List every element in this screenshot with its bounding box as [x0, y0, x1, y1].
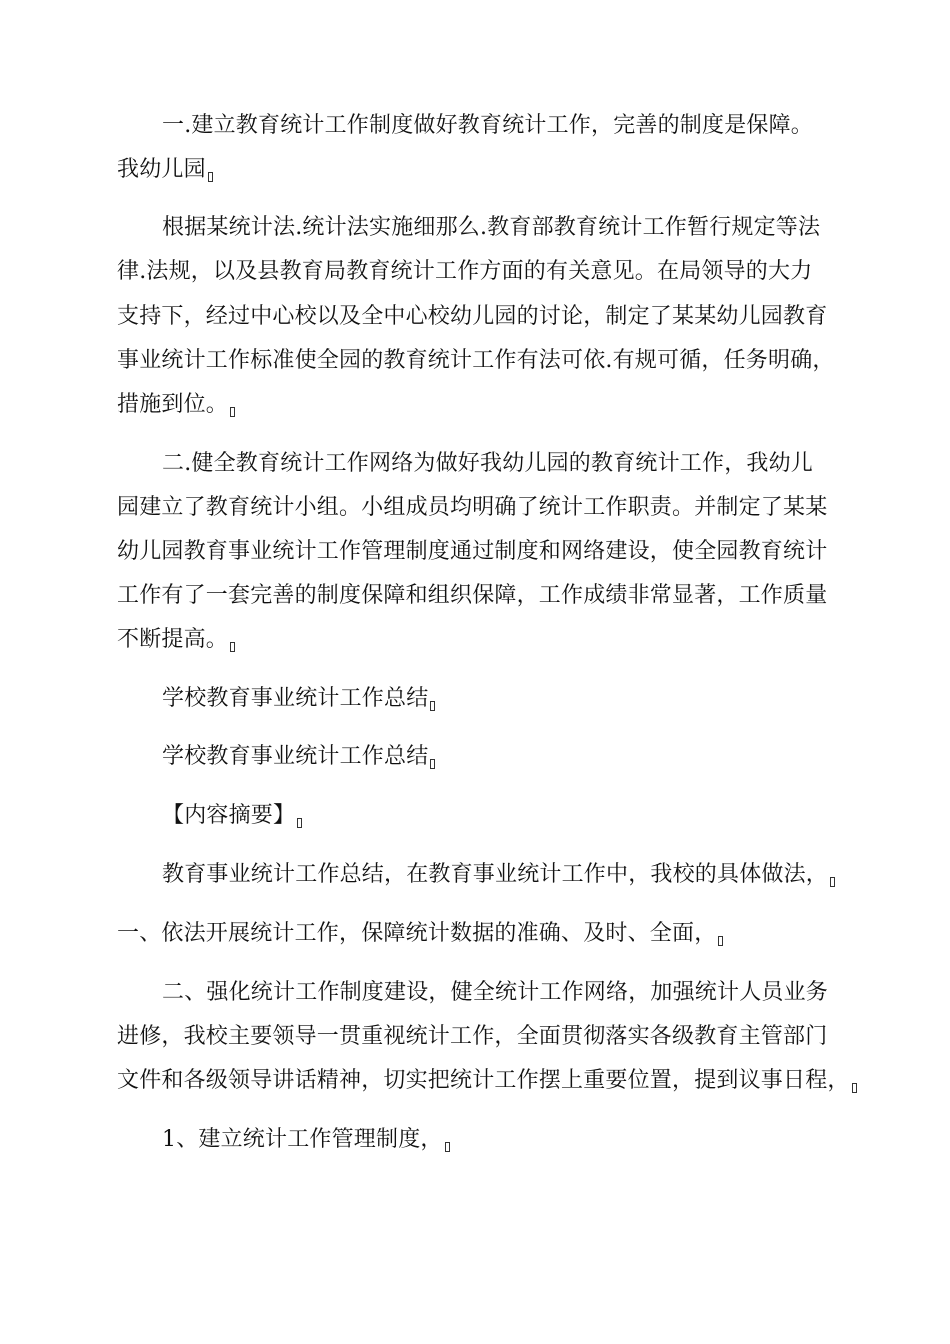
text-line: 根据某统计法.统计法实施细那么.教育部教育统计工作暂行规定等法 — [162, 215, 821, 240]
text-line: 一.建立教育统计工作制度做好教育统计工作，完善的制度是保障。 — [162, 113, 813, 138]
text-line: 不断提高。 — [117, 627, 235, 653]
missing-glyph-icon — [445, 1142, 450, 1152]
missing-glyph-icon — [852, 1083, 857, 1093]
missing-glyph-icon — [230, 642, 235, 652]
text-line: 支持下，经过中心校以及全中心校幼儿园的讨论，制定了某某幼儿园教育 — [117, 304, 828, 329]
text-line: 教育事业统计工作总结，在教育事业统计工作中，我校的具体做法， — [162, 862, 835, 888]
text-line: 一、依法开展统计工作，保障统计数据的准确、及时、全面， — [117, 921, 723, 947]
text-line: 二、强化统计工作制度建设，健全统计工作网络，加强统计人员业务 — [162, 980, 829, 1005]
text-line: 措施到位。 — [117, 392, 235, 418]
missing-glyph-icon — [297, 818, 302, 828]
text-line: 工作有了一套完善的制度保障和组织保障，工作成绩非常显著，工作质量 — [117, 583, 828, 608]
text-line: 园建立了教育统计小组。小组成员均明确了统计工作职责。并制定了某某 — [117, 495, 828, 520]
text-line: 学校教育事业统计工作总结 — [162, 744, 435, 770]
missing-glyph-icon — [430, 759, 435, 769]
missing-glyph-icon — [718, 936, 723, 946]
text-line: 律.法规，以及县教育局教育统计工作方面的有关意见。在局领导的大力 — [117, 259, 813, 284]
text-line: 学校教育事业统计工作总结 — [162, 686, 435, 712]
text-line: 进修，我校主要领导一贯重视统计工作，全面贯彻落实各级教育主管部门 — [117, 1024, 828, 1049]
text-line: 文件和各级领导讲话精神，切实把统计工作摆上重要位置，提到议事日程， — [117, 1068, 857, 1094]
text-line: 【内容摘要】 — [162, 803, 302, 829]
text-line: 我幼儿园 — [117, 157, 213, 183]
text-line: 1、建立统计工作管理制度， — [162, 1127, 450, 1153]
text-line: 二.健全教育统计工作网络为做好我幼儿园的教育统计工作，我幼儿 — [162, 451, 813, 476]
text-line: 事业统计工作标准使全园的教育统计工作有法可依.有规可循，任务明确， — [117, 348, 835, 373]
missing-glyph-icon — [230, 407, 235, 417]
missing-glyph-icon — [208, 172, 213, 182]
missing-glyph-icon — [430, 701, 435, 711]
text-line: 幼儿园教育事业统计工作管理制度通过制度和网络建设，使全园教育统计 — [117, 539, 828, 564]
missing-glyph-icon — [830, 877, 835, 887]
